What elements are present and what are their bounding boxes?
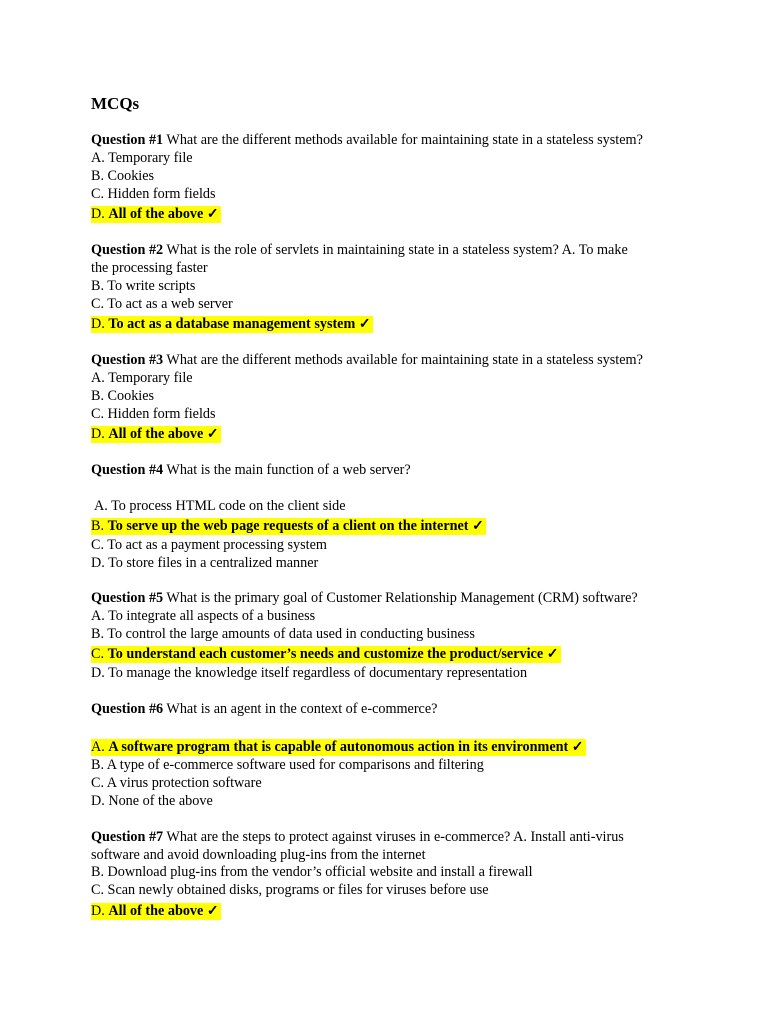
option: B. To write scripts [91, 278, 196, 294]
option: C. Hidden form fields [91, 406, 216, 422]
question-label: Question #2 [91, 242, 164, 258]
option: C. To act as a payment processing system [91, 537, 327, 553]
answer-text: All of the above ✓ [108, 426, 219, 442]
option: D. To manage the knowledge itself regardless of documentary representation [91, 665, 528, 681]
answer-letter: B. [91, 518, 108, 534]
answer-letter: A. [91, 739, 109, 755]
answer-letter: C. [91, 646, 108, 662]
question-label: Question #6 [91, 701, 164, 717]
option: A. To process HTML code on the client side [94, 498, 346, 514]
page-title: MCQs [91, 94, 140, 113]
question-text: What is the role of servlets in maintaining state in a stateless system? A. To make [163, 242, 628, 258]
answer-letter: D. [91, 316, 109, 332]
answer-text: A software program that is capable of autonomous action in its environment ✓ [108, 739, 584, 755]
question-2 [91, 241, 628, 259]
option: A. Temporary file [91, 370, 193, 386]
question-label: Question #7 [91, 829, 164, 845]
question-label: Question #4 [91, 462, 164, 478]
option: B. Cookies [91, 168, 155, 184]
option: D. None of the above [91, 793, 213, 809]
option: A. To integrate all aspects of a business [91, 608, 316, 624]
question-6 [91, 700, 437, 718]
option: C. Scan newly obtained disks, programs or files for viruses before use [91, 882, 489, 898]
answer-letter: D. [91, 426, 109, 442]
answer-text: To act as a database management system ✓ [108, 316, 371, 332]
answer-text: All of the above ✓ [108, 206, 219, 222]
answer-text: All of the above ✓ [108, 903, 219, 919]
question-label: Question #1 [91, 132, 164, 148]
option: B. Download plug-ins from the vendor’s official website and install a firewall [91, 864, 533, 880]
correct-answer [91, 902, 221, 920]
answer-letter: D. [91, 206, 109, 222]
question-text: What is an agent in the context of e-commerce? [163, 701, 438, 717]
question-5 [91, 589, 638, 607]
question-text: What are the different methods available for maintaining state in a stateless system? [163, 132, 643, 148]
option: C. A virus protection software [91, 775, 262, 791]
question-4 [91, 461, 411, 479]
question-7 [91, 828, 624, 846]
answer-text: To serve up the web page requests of a client on the internet ✓ [107, 518, 484, 534]
option: D. To store files in a centralized manner [91, 555, 319, 571]
question-3 [91, 351, 643, 369]
question-text: What is the primary goal of Customer Relationship Management (CRM) software? [163, 590, 638, 606]
question-label: Question #5 [91, 590, 164, 606]
question-1 [91, 131, 643, 149]
option: A. Temporary file [91, 150, 193, 166]
question-text: What are the different methods available for maintaining state in a stateless system? [163, 352, 643, 368]
option: C. Hidden form fields [91, 186, 216, 202]
question-label: Question #3 [91, 352, 164, 368]
option: B. A type of e-commerce software used for comparisons and filtering [91, 757, 484, 773]
answer-letter: D. [91, 903, 109, 919]
question-text: What are the steps to protect against viruses in e-commerce? A. Install anti-virus [163, 829, 624, 845]
option: B. To control the large amounts of data used in conducting business [91, 626, 475, 642]
correct-answer [91, 738, 586, 756]
correct-answer [91, 205, 221, 223]
correct-answer [91, 425, 221, 443]
question-text-continued: the processing faster [91, 260, 208, 276]
correct-answer [91, 645, 561, 663]
answer-text: To understand each customer’s needs and customize the product/service ✓ [107, 646, 559, 662]
question-text-continued: software and avoid downloading plug-ins from the internet [91, 847, 426, 863]
option: B. Cookies [91, 388, 155, 404]
correct-answer [91, 517, 486, 535]
question-text: What is the main function of a web server? [163, 462, 411, 478]
option: C. To act as a web server [91, 296, 233, 312]
correct-answer [91, 315, 373, 333]
